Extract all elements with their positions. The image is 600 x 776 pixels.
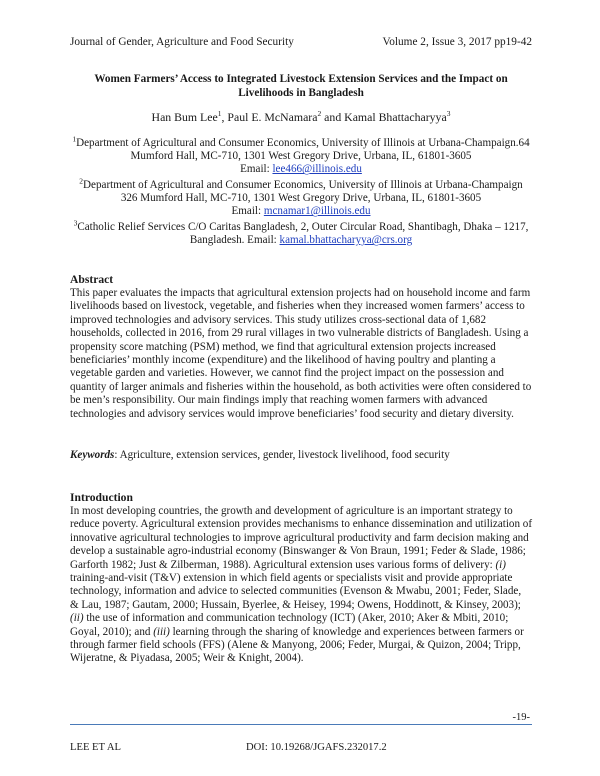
author-separator: , bbox=[221, 110, 228, 124]
author-sup: 2 bbox=[317, 109, 322, 119]
keywords-label: Keywords bbox=[70, 449, 115, 461]
keywords-line bbox=[70, 449, 532, 461]
affiliation-sup: 1 bbox=[72, 134, 77, 144]
affiliation-sup: 3 bbox=[73, 218, 78, 228]
journal-name: Journal of Gender, Agriculture and Food Security bbox=[70, 36, 294, 48]
email-link[interactable]: lee466@illinois.edu bbox=[272, 163, 362, 176]
abstract-heading: Abstract bbox=[70, 273, 114, 286]
list-marker: (i) bbox=[495, 558, 506, 571]
page-number: -19- bbox=[512, 712, 530, 723]
author-sup: 3 bbox=[446, 109, 451, 119]
author-separator: and bbox=[321, 110, 345, 124]
abstract-body: This paper evaluates the impacts that agricultural extension projects had on household income and farm livelihoods based on livestock, vegetable, and fisheries when they increased women farmers’ access to improved technologies and advisory services. This study utilizes cross-sectional data of 1,682 households, collected in 2016, from 29 rural villages in two vulnerable districts of Bangladesh. Using a propensity score matching (PSM) method, we find that agricultural extension projects increased beneficiaries’ monthly income (expenditure) and the likelihood of having poultry and planting a vegetable garden and varieties. However, we cannot find the project impact on the possession and quantity of larger animals and fisheries within the household, as both activities were often considered to be men’s responsibility. Our main findings imply that reaching women farmers with advanced technologies and advisory services would improve beneficiaries’ food security and dietary diversity. bbox=[70, 287, 532, 420]
email-label: Email: bbox=[247, 234, 280, 247]
author-sup: 1 bbox=[217, 109, 222, 119]
footer-rule bbox=[70, 724, 532, 725]
list-marker: (ii) bbox=[70, 612, 84, 625]
author-name: Kamal Bhattacharyya bbox=[344, 110, 447, 124]
introduction-heading: Introduction bbox=[70, 491, 133, 504]
volume-info: Volume 2, Issue 3, 2017 pp19-42 bbox=[382, 36, 532, 48]
affiliation-sup: 2 bbox=[79, 176, 84, 186]
list-marker: (iii) bbox=[153, 625, 170, 638]
email-link[interactable]: mcnamar1@illinois.edu bbox=[263, 205, 371, 218]
email-label: Email: bbox=[231, 205, 264, 218]
affiliation-text: Catholic Relief Services C/O Caritas Bangladesh, 2, Outer Circular Road, Shantibagh, Dhaka – 1217, Bangladesh. bbox=[77, 221, 529, 247]
email-label: Email: bbox=[240, 163, 273, 176]
paper-title: Women Farmers’ Access to Integrated Livestock Extension Services and the Impact on Livelihoods in Bangladesh bbox=[94, 73, 508, 99]
affiliation-text: Department of Agricultural and Consumer Economics, University of Illinois at Urbana-Champaign 326 Mumford Hall, MC-710, 1301 West Gregory Drive, Urbana, IL, 61801-3605 bbox=[83, 179, 523, 205]
running-header bbox=[70, 36, 532, 48]
email-link[interactable]: kamal.bhattacharyya@crs.org bbox=[279, 234, 413, 247]
keywords-text: Agriculture, extension services, gender, livestock livelihood, food security bbox=[119, 449, 450, 461]
affiliation-2 bbox=[70, 176, 532, 219]
footer-authors: LEE ET AL bbox=[70, 742, 121, 753]
intro-text: In most developing countries, the growth and development of agriculture is an important strategy to reduce poverty. Agricultural extension provides mechanisms to enhance dissemination and utilization of innovative agricultural technologies to improve agricultural productivity and farm decision making and develop a sustainable agro-industrial economy (Binswanger & Von Braun, 1991; Feder & Slade, 1986; Garforth 1982; Just & Zilberman, 1988). Agricultural extension uses various forms of delivery: bbox=[70, 505, 533, 571]
affiliation-text: Department of Agricultural and Consumer Economics, University of Illinois at Urbana-Champaign.64 Mumford Hall, MC-710, 1301 West Gregory Drive, Urbana, IL, 61801-3605 bbox=[76, 137, 530, 163]
affiliation-3 bbox=[70, 218, 532, 247]
intro-text: the use of information and communication technology (ICT) (Aker, 2010; Aker & Mbiti, 2010; Goyal, 2010); and bbox=[70, 612, 509, 638]
author-list bbox=[70, 110, 532, 125]
affiliation-1 bbox=[70, 134, 532, 177]
footer-doi: DOI: 10.19268/JGAFS.232017.2 bbox=[246, 742, 387, 753]
keywords-colon: : bbox=[114, 449, 120, 461]
introduction-body bbox=[70, 505, 532, 666]
intro-text: learning through the sharing of knowledge and experiences between farmers or through farmer field schools (FFS) (Alene & Manyong, 2006; Feder, Murgai, & Quizon, 2004; Tripp, Wijeratne, & Piyadasa, 2005; Weir & Knight, 2004). bbox=[70, 625, 524, 665]
author-name: Han Bum Lee bbox=[151, 110, 218, 124]
author-name: Paul E. McNamara bbox=[227, 110, 318, 124]
intro-text: training-and-visit (T&V) extension in which field agents or specialists visit and provide appropriate technology, information and advice to selected communities (Evenson & Mwabu, 2001; Feder, Slade, & Lau, 1987; Gautam, 2000; Hussain, Byerlee, & Heisey, 1994; Owens, Hoddinott, & Kinsey, 2003); bbox=[70, 572, 522, 611]
